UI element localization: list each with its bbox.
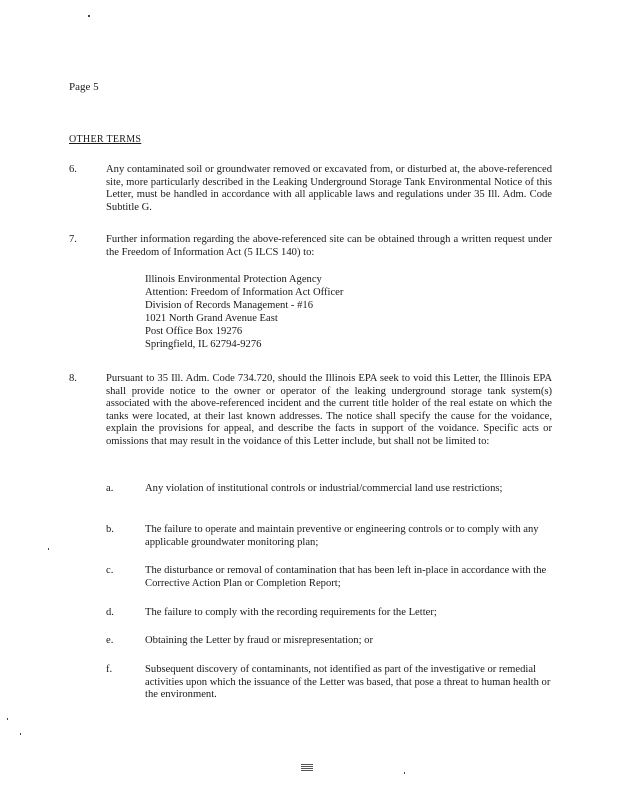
subitem-text-c: The disturbance or removal of contamination that has been left in-place in accordance with the Corrective Action Plan or Completion Report;: [145, 565, 547, 589]
address-line: Attention: Freedom of Information Act Officer: [145, 287, 344, 298]
section-heading: OTHER TERMS: [69, 134, 142, 145]
scan-speck: [48, 548, 49, 550]
item-number-6: 6.: [69, 164, 77, 175]
address-line: 1021 North Grand Avenue East: [145, 313, 278, 324]
scan-speck: [404, 772, 405, 774]
subitem-text-f: Subsequent discovery of contaminants, not identified as part of the investigative or remedial activities upon which the issuance of the Letter was based, that pose a threat to human health or the environment.: [145, 664, 551, 701]
address-line: Illinois Environmental Protection Agency: [145, 274, 322, 285]
address-line: Post Office Box 19276: [145, 326, 243, 337]
subitem-letter-f: f.: [106, 664, 113, 675]
subitem-letter-c: c.: [106, 565, 114, 576]
subitem-letter-a: a.: [106, 483, 114, 494]
item-text-6: Any contaminated soil or groundwater removed or excavated from, or disturbed at, the above-referenced site, more particularly described in the Leaking Underground Storage Tank Environmental Notice of this Letter, must be handled in accordance with all applicable laws and regulations under 35 Ill. Adm. Code Subtitle G.: [106, 164, 552, 213]
subitem-letter-d: d.: [106, 607, 114, 618]
scan-speck: [7, 718, 8, 720]
subitem-letter-b: b.: [106, 524, 114, 535]
subitem-text-b: The failure to operate and maintain preventive or engineering controls or to comply with any applicable groundwater monitoring plan;: [145, 524, 539, 548]
address-line: Springfield, IL 62794-9276: [145, 339, 262, 350]
address-line: Division of Records Management - #16: [145, 300, 313, 311]
page-label: Page 5: [69, 81, 99, 93]
subitem-text-d: The failure to comply with the recording requirements for the Letter;: [145, 607, 437, 618]
item-text-8: Pursuant to 35 Ill. Adm. Code 734.720, should the Illinois EPA seek to void this Letter, the Illinois EPA shall provide notice to the owner or operator of the leaking underground storage tank system(s) associated with the above-referenced incident and the current title holder of the real estate on which the tanks were located, at their last known addresses. The notice shall specify the cause for the voidance, explain the provisions for appeal, and describe the facts in support of the voidance. Specific acts or omissions that may result in the voidance of this Letter include, but shall not be limited to:: [106, 373, 552, 447]
subitem-letter-e: e.: [106, 635, 114, 646]
scan-speck: [88, 15, 90, 17]
address-block: [145, 273, 343, 351]
subitem-text-e: Obtaining the Letter by fraud or misrepresentation; or: [145, 635, 373, 646]
item-text-7: Further information regarding the above-referenced site can be obtained through a written request under the Freedom of Information Act (5 ILCS 140) to:: [106, 234, 552, 258]
item-number-8: 8.: [69, 373, 77, 384]
item-number-7: 7.: [69, 234, 77, 245]
subitem-text-a: Any violation of institutional controls or industrial/commercial land use restrictions;: [145, 483, 503, 494]
footer-mark: [301, 764, 313, 771]
scan-speck: [20, 733, 21, 735]
